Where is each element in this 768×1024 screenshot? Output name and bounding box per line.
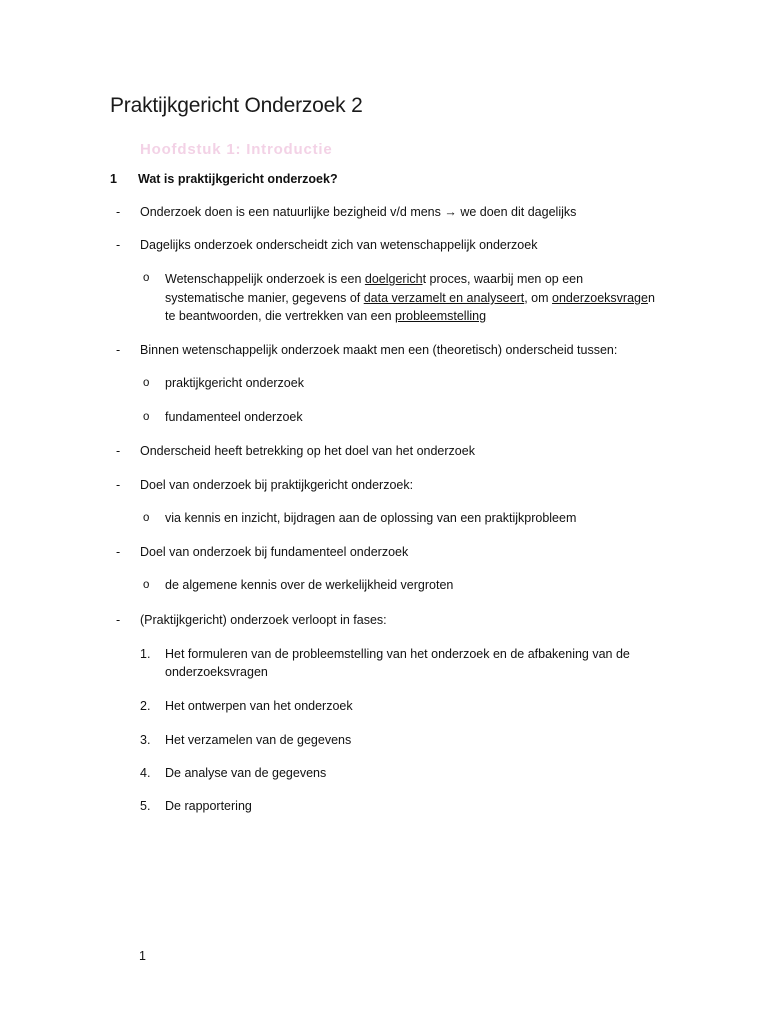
list-dash: - (116, 205, 121, 219)
section-title: Wat is praktijkgericht onderzoek? (138, 172, 338, 186)
phase-number: 4. (140, 766, 151, 780)
list-subitem: fundamenteel onderzoek (165, 410, 303, 424)
list-item: Onderscheid heeft betrekking op het doel van het onderzoek (140, 444, 475, 458)
document-title: Praktijkgericht Onderzoek 2 (110, 94, 363, 117)
phase-item: De rapportering (165, 799, 252, 813)
section-number: 1 (110, 172, 117, 186)
list-circle: o (143, 512, 150, 524)
page-number: 1 (139, 949, 146, 963)
phase-item-continued: onderzoeksvragen (165, 665, 268, 679)
list-subitem-line: te beantwoorden, die vertrekken van een probleemstelling (165, 309, 487, 323)
phase-item: Het formuleren van de probleemstelling van het onderzoek en de afbakening van de (165, 647, 630, 661)
phase-number: 3. (140, 733, 151, 747)
phase-item: De analyse van de gegevens (165, 766, 327, 780)
list-subitem: via kennis en inzicht, bijdragen aan de oplossing van een praktijkprobleem (165, 511, 577, 525)
phase-number: 1. (140, 647, 151, 661)
list-dash: - (116, 613, 121, 627)
list-dash: - (116, 238, 121, 252)
list-circle: o (143, 411, 150, 423)
list-dash: - (116, 545, 121, 559)
list-circle: o (143, 579, 150, 591)
phase-number: 5. (140, 799, 151, 813)
list-item: (Praktijkgericht) onderzoek verloopt in fases: (140, 613, 387, 627)
list-item: Dagelijks onderzoek onderscheidt zich van wetenschappelijk onderzoek (140, 238, 538, 252)
list-circle: o (143, 272, 150, 284)
chapter-heading: Hoofdstuk 1: Introductie (140, 141, 333, 158)
list-item: Binnen wetenschappelijk onderzoek maakt men een (theoretisch) onderscheid tussen: (140, 343, 618, 357)
list-subitem: de algemene kennis over de werkelijkheid vergroten (165, 578, 454, 592)
phase-item: Het verzamelen van de gegevens (165, 733, 352, 747)
list-dash: - (116, 343, 121, 357)
list-dash: - (116, 444, 121, 458)
list-subitem-line: Wetenschappelijk onderzoek is een doelgericht proces, waarbij men op een (165, 272, 584, 286)
list-item: Doel van onderzoek bij praktijkgericht onderzoek: (140, 478, 414, 492)
list-subitem-line: systematische manier, gegevens of data verzamelt en analyseert, om onderzoeksvragen (165, 291, 655, 305)
list-subitem: praktijkgericht onderzoek (165, 376, 304, 390)
list-item: Doel van onderzoek bij fundamenteel onderzoek (140, 545, 409, 559)
list-item: Onderzoek doen is een natuurlijke bezigheid v/d mens → we doen dit dagelijks (140, 205, 577, 219)
list-dash: - (116, 478, 121, 492)
list-circle: o (143, 377, 150, 389)
phase-item: Het ontwerpen van het onderzoek (165, 699, 353, 713)
phase-number: 2. (140, 699, 151, 713)
